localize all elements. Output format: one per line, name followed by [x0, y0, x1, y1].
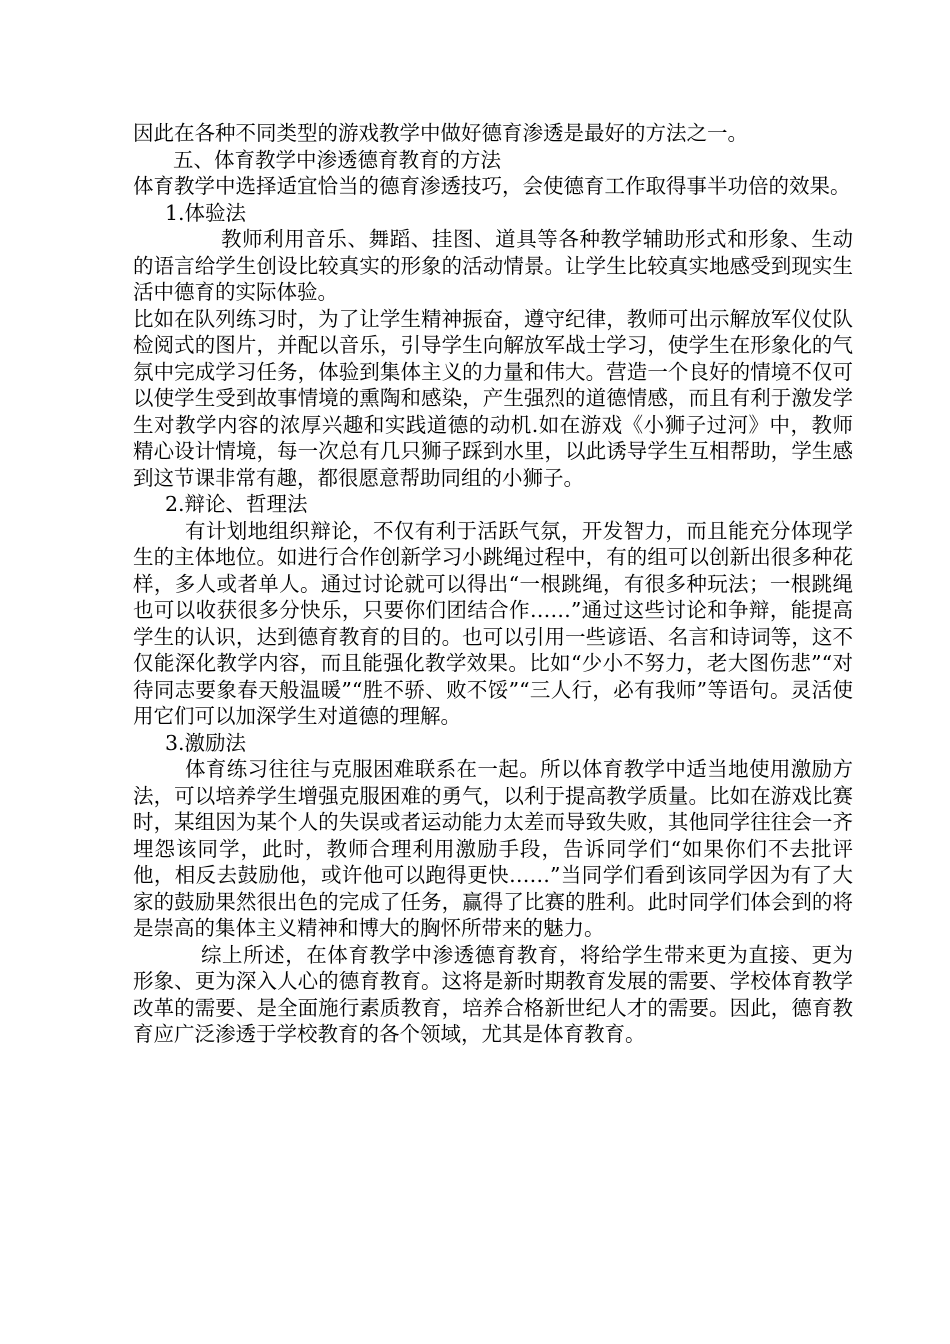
paragraph-experience-description: 教师利用音乐、舞蹈、挂图、道具等各种教学辅助形式和形象、生动的语言给学生创设比较真实的形象的活动情景。让学生比较真实地感受到现实生活中德育的实际体验。 [133, 227, 853, 304]
section-heading-methods: 五、体育教学中渗透德育教育的方法 [173, 147, 501, 172]
paragraph-methods-intro: 体育教学中选择适宜恰当的德育渗透技巧，会使德育工作取得事半功倍的效果。 [133, 174, 851, 198]
paragraph-summary: 综上所述，在体育教学中渗透德育教育，将给学生带来更为直接、更为形象、更为深入人心的德育教育。这将是新时期教育发展的需要、学校体育教学改革的需要、是全面施行素质教育，培养合格新世纪人才的需要。因此，德育教育应广泛渗透于学校教育的各个领域，尤其是体育教育。 [133, 942, 853, 1046]
subheading-encouragement-method: 3.激励法 [165, 730, 247, 755]
subheading-experience-method: 1.体验法 [165, 200, 247, 225]
subheading-debate-method: 2.辩论、哲理法 [165, 492, 308, 516]
paragraph-experience-example: 比如在队列练习时，为了让学生精神振奋，遵守纪律，教师可出示解放军仪仗队检阅式的图片，并配以音乐，引导学生向解放军战士学习，使学生在形象化的气氛中完成学习任务，体验到集体主义的力量和伟大。营造一个良好的情境不仅可以使学生受到故事情境的熏陶和感染，产生强烈的道德情感，而且有利于激发学生对教学内容的浓厚兴趣和实践道德的动机.如在游戏《小狮子过河》中，教师精心设计情境，每一次总有几只狮子踩到水里，以此诱导学生互相帮助，学生感到这节课非常有趣，都很愿意帮助同组的小狮子。 [133, 306, 853, 490]
paragraph-encouragement-description: 体育练习往往与克服困难联系在一起。所以体育教学中适当地使用激励方法，可以培养学生增强克服困难的勇气，以利于提高教学质量。比如在游戏比赛时，某组因为某个人的失误或者运动能力太差而导致失败，其他同学往往会一齐埋怨该同学，此时，教师合理利用激励手段，告诉同学们“如果你们不去批评他，相反去鼓励他，或许他可以跑得更快……”当同学们看到该同学因为有了大家的鼓励果然很出色的完成了任务，赢得了比赛的胜利。此时同学们体会到的将是崇高的集体主义精神和博大的胸怀所带来的魅力。 [133, 757, 853, 940]
document-page [133, 120, 853, 1048]
paragraph-intro-conclusion: 因此在各种不同类型的游戏教学中做好德育渗透是最好的方法之一。 [133, 121, 748, 145]
paragraph-debate-description: 有计划地组织辩论，不仅有利于活跃气氛，开发智力，而且能充分体现学生的主体地位。如进行合作创新学习小跳绳过程中，有的组可以创新出很多种花样，多人或者单人。通过讨论就可以得出“一根跳绳，有很多种玩法；一根跳绳也可以收获很多分快乐，只要你们团结合作……”通过这些讨论和争辩，能提高学生的认识，达到德育教育的目的。也可以引用一些谚语、名言和诗词等，这不仅能深化教学内容，而且能强化教学效果。比如“少小不努力，老大图伤悲”“对待同志要象春天般温暖”“胜不骄、败不馁”“三人行，必有我师”等语句。灵活使用它们可以加深学生对道德的理解。 [133, 518, 853, 728]
